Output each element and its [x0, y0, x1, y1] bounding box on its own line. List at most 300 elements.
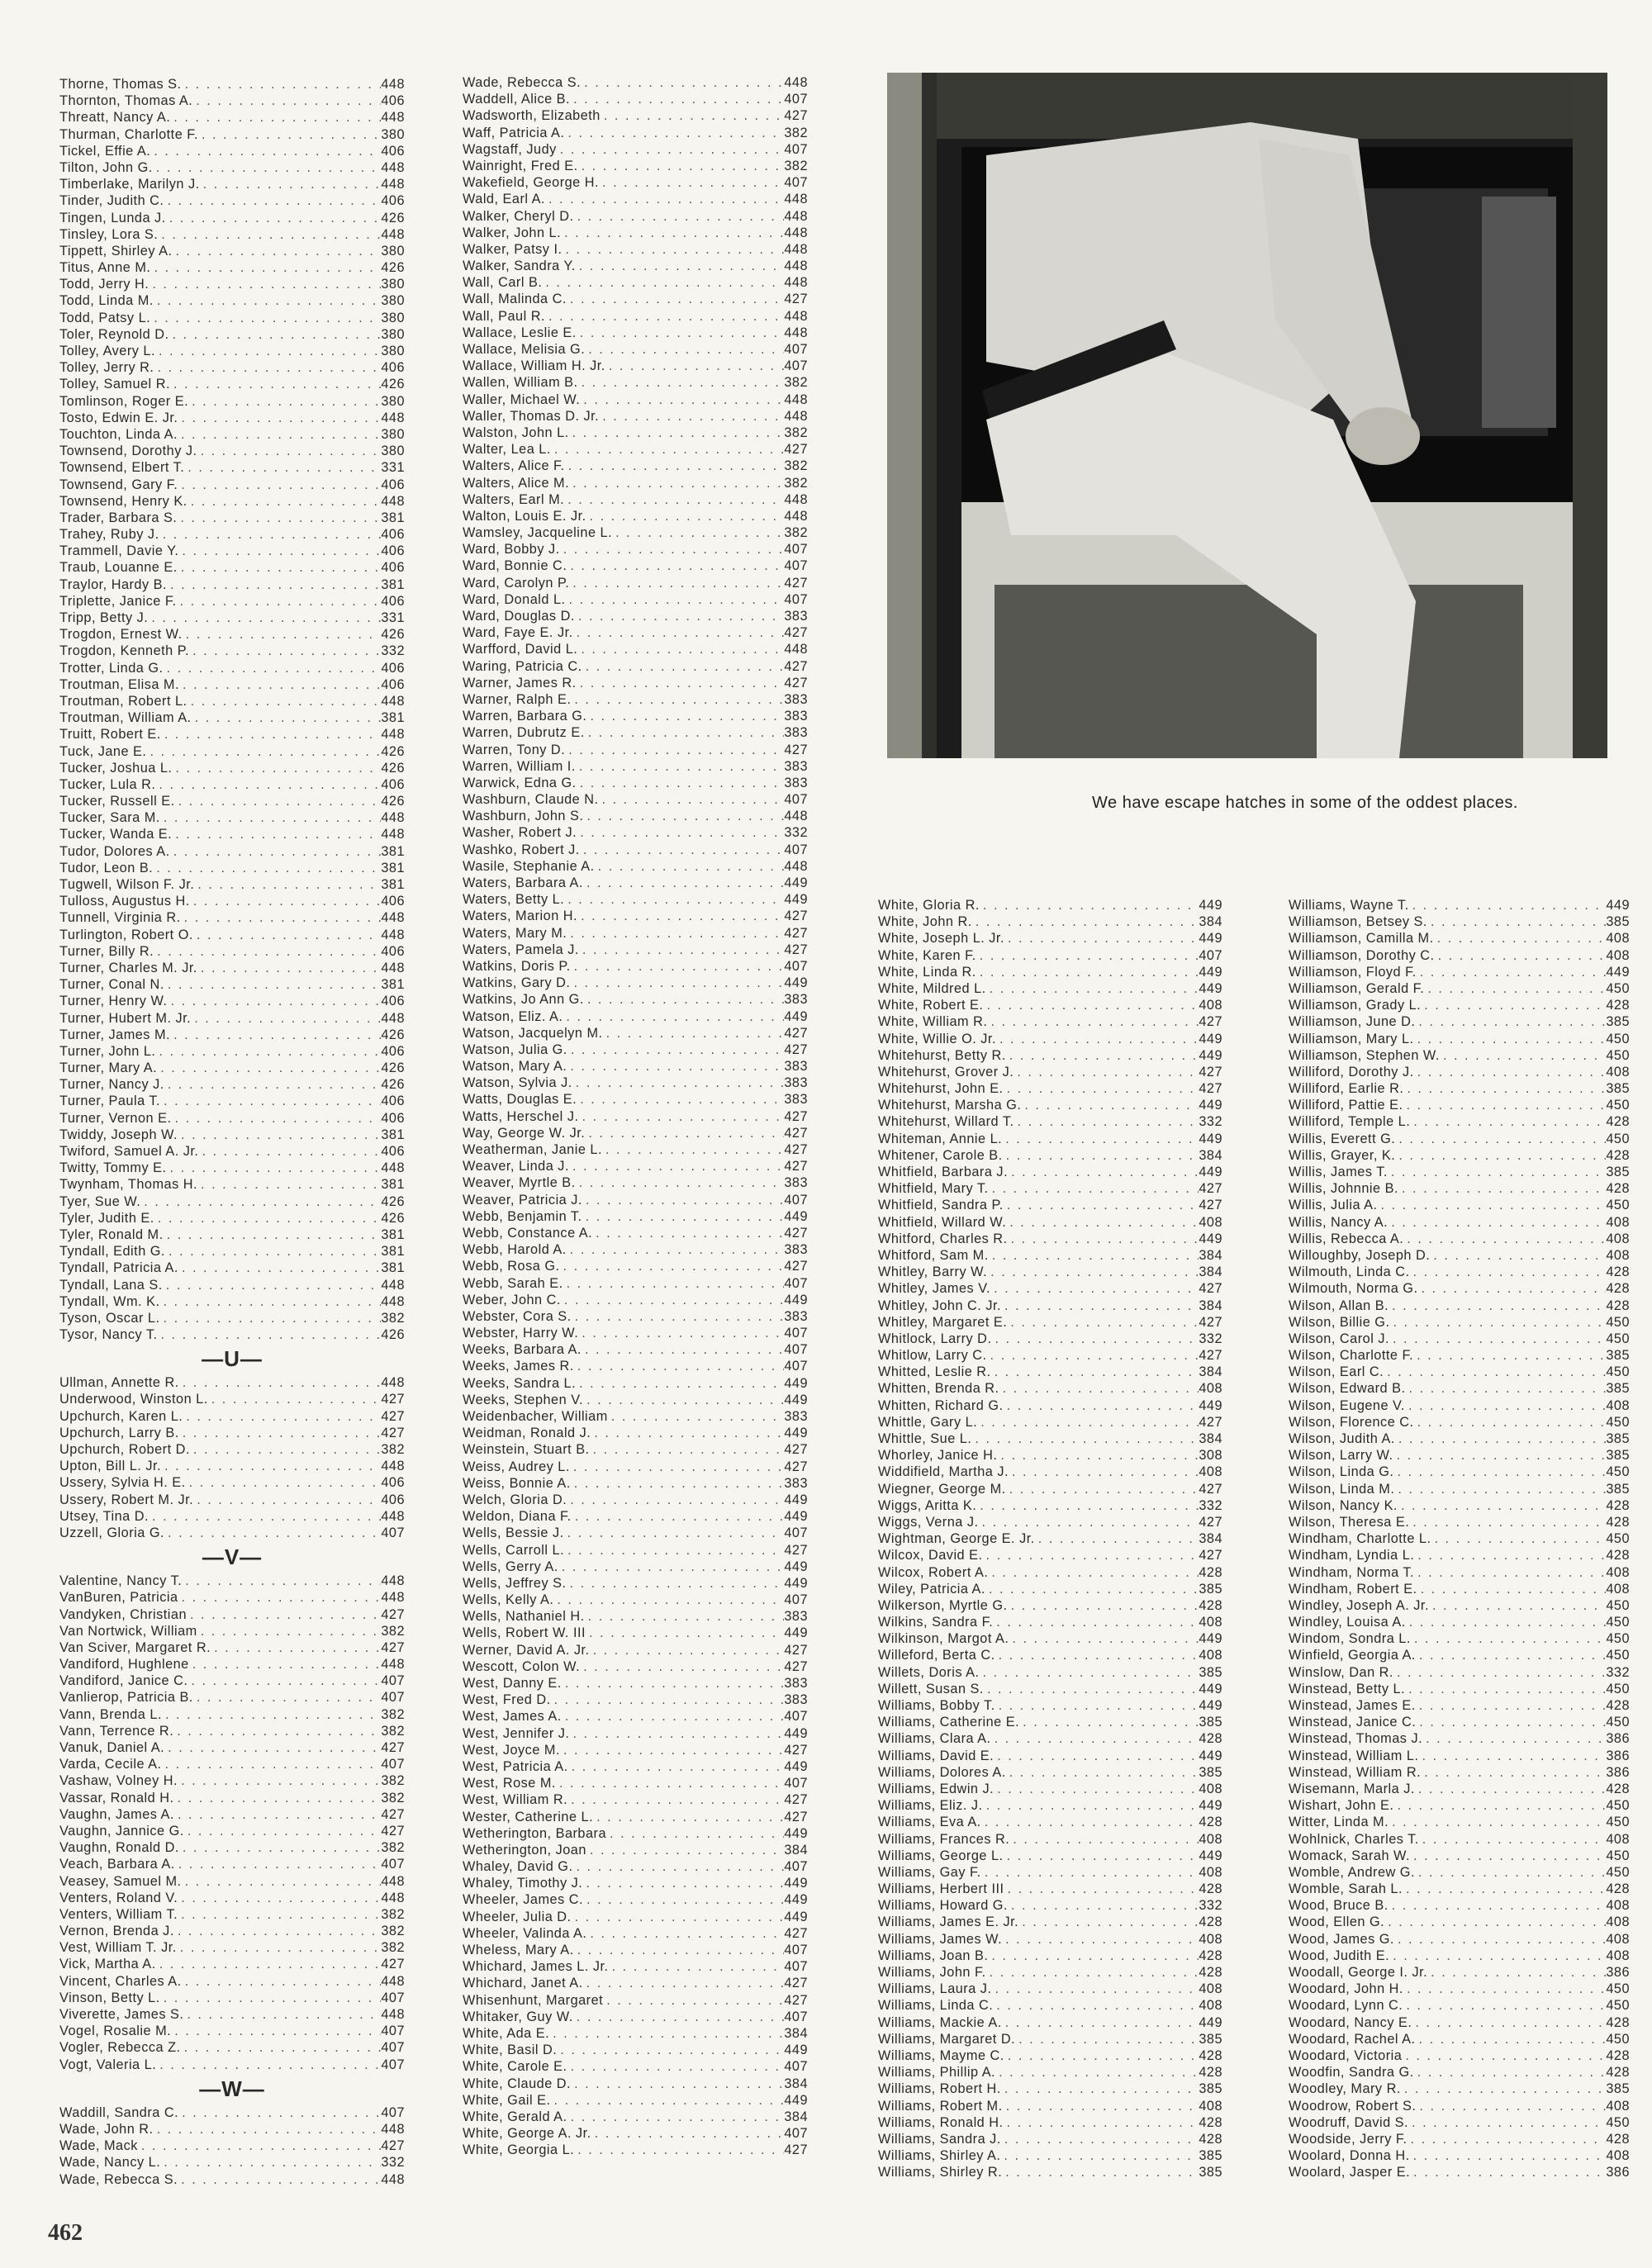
dot-leader [991, 1364, 1199, 1380]
dot-leader [1416, 1697, 1607, 1714]
dot-leader [563, 241, 785, 258]
index-entry [463, 2109, 808, 2125]
index-entry [1289, 2131, 1630, 2147]
entry-page: 428 [1606, 1781, 1630, 1796]
index-entry [59, 860, 405, 876]
index-entry [59, 1076, 405, 1093]
entry-name: Wade, Nancy L. [59, 2155, 161, 2171]
dot-leader [164, 192, 381, 209]
dot-leader [590, 1642, 785, 1658]
index-entry [59, 210, 405, 226]
entry-page: 408 [1199, 1648, 1222, 1663]
index-entry [463, 258, 808, 274]
entry-name: Wells, Carroll L. [463, 1542, 565, 1558]
entry-page: 449 [1199, 1031, 1222, 1046]
entry-name: Wade, Rebecca S. [463, 75, 582, 90]
dot-leader [563, 1275, 785, 1292]
entry-page: 383 [784, 709, 808, 724]
index-entry [463, 591, 808, 608]
entry-page: 448 [784, 241, 808, 257]
index-entry [463, 1075, 808, 1091]
entry-name: Windham, Charlotte L. [1289, 1531, 1431, 1547]
entry-name: Todd, Patsy L. [59, 310, 151, 325]
entry-name: Turner, John L. [59, 1043, 156, 1059]
dot-leader [976, 1497, 1199, 1514]
entry-page: 381 [381, 1244, 405, 1260]
index-entry [463, 1842, 808, 1858]
entry-name: Wilcox, Robert A. [878, 1564, 989, 1580]
index-entry [59, 1772, 405, 1789]
dot-leader [186, 1474, 382, 1491]
entry-page: 332 [381, 643, 405, 659]
dot-leader [1003, 2098, 1199, 2114]
index-entry [463, 1025, 808, 1041]
entry-page: 427 [784, 1459, 808, 1474]
entry-page: 407 [784, 1342, 808, 1358]
index-entry [878, 1097, 1222, 1113]
entry-page: 381 [381, 860, 405, 875]
index-entry [1289, 1197, 1630, 1213]
index-entry [463, 1742, 808, 1758]
entry-name: Turner, James M. [59, 1027, 171, 1042]
dot-leader [984, 1681, 1199, 1697]
entry-page: 448 [381, 1010, 405, 1026]
dot-leader [172, 826, 381, 842]
entry-name: Wilmouth, Linda C. [1289, 1264, 1410, 1280]
index-entry [463, 1275, 808, 1292]
dot-leader [182, 76, 382, 93]
dot-leader [560, 1742, 784, 1758]
entry-name: Thorne, Thomas S. [59, 77, 182, 92]
entry-name: Weaver, Patricia J. [463, 1192, 582, 1208]
dot-leader [603, 1025, 785, 1041]
index-entry [59, 1639, 405, 1656]
dot-leader [564, 1525, 785, 1541]
dot-leader [572, 1308, 785, 1325]
entry-page: 385 [1606, 1381, 1630, 1397]
index-entry [59, 359, 405, 376]
entry-page: 384 [784, 2025, 808, 2041]
entry-page: 385 [1199, 1715, 1222, 1730]
dot-leader [1001, 1298, 1199, 1314]
index-column-3 [878, 897, 1222, 2180]
entry-name: Whitford, Sam M. [878, 1247, 989, 1263]
index-entry [463, 1158, 808, 1174]
index-entry [878, 1597, 1222, 1614]
entry-name: Winstead, Thomas J. [1289, 1731, 1423, 1747]
index-entry [1289, 1131, 1630, 1147]
entry-page: 383 [784, 1308, 808, 1324]
index-entry [878, 2047, 1222, 2064]
index-entry [59, 226, 405, 243]
entry-page: 448 [784, 308, 808, 324]
index-entry [463, 2142, 808, 2158]
entry-name: Van Nortwick, William [59, 1623, 197, 1639]
dot-leader [179, 1839, 381, 1856]
index-entry [1289, 2031, 1630, 2047]
dot-leader [991, 1730, 1199, 1747]
index-entry [1289, 997, 1630, 1013]
entry-page: 383 [784, 1676, 808, 1691]
entry-name: Woolard, Donna H. [1289, 2148, 1410, 2164]
dot-leader [193, 1492, 381, 1508]
index-entry [463, 791, 808, 808]
index-entry [59, 1923, 405, 1939]
index-entry [463, 1325, 808, 1341]
dot-leader [178, 1260, 381, 1276]
dot-leader [1427, 913, 1606, 930]
entry-name: Veasey, Samuel M. [59, 1873, 182, 1889]
dot-leader [150, 143, 381, 159]
entry-page: 427 [784, 1259, 808, 1274]
entry-name: Valentine, Nancy T. [59, 1573, 183, 1589]
dot-leader [164, 1525, 381, 1541]
entry-name: Waddill, Sandra C. [59, 2104, 179, 2120]
index-entry [59, 459, 405, 476]
dot-leader [190, 1441, 381, 1458]
photo-caption: We have escape hatches in some of the oddest places. [1092, 794, 1518, 812]
dot-leader [1393, 1797, 1606, 1814]
entry-page: 407 [784, 542, 808, 558]
entry-name: Weeks, Sandra L. [463, 1375, 577, 1391]
entry-page: 385 [1199, 1581, 1222, 1597]
dot-leader [989, 1180, 1199, 1197]
index-entry [59, 2006, 405, 2023]
index-entry [1289, 1547, 1630, 1563]
dot-leader [556, 1775, 784, 1791]
dot-leader [1410, 2147, 1607, 2164]
entry-name: Tolley, Jerry R. [59, 360, 154, 376]
index-entry [1289, 1047, 1630, 1064]
index-entry [59, 1656, 405, 1673]
index-entry [59, 393, 405, 410]
dot-leader [976, 964, 1199, 980]
entry-name: Wilson, Theresa E. [1289, 1514, 1410, 1530]
entry-name: West, Jennifer J. [463, 1725, 570, 1741]
entry-page: 427 [784, 1025, 808, 1041]
dot-leader [170, 376, 381, 392]
index-entry [878, 1681, 1222, 1697]
dot-leader [586, 708, 784, 724]
entry-page: 449 [784, 2092, 808, 2108]
entry-name: Tucker, Russell E. [59, 794, 175, 809]
index-entry [463, 325, 808, 341]
entry-page: 408 [1199, 1381, 1222, 1397]
entry-page: 428 [1199, 1597, 1222, 1613]
entry-page: 428 [1606, 1497, 1630, 1513]
entry-name: Wallace, Melisia G. [463, 342, 586, 357]
entry-page: 332 [1199, 1497, 1222, 1513]
dot-leader [583, 1891, 784, 1908]
entry-page: 426 [381, 210, 405, 225]
index-entry [59, 93, 405, 109]
dot-leader [986, 980, 1199, 997]
index-entry [878, 980, 1222, 997]
entry-page: 450 [1606, 2031, 1630, 2047]
dot-leader [571, 958, 785, 975]
entry-name: Turner, Charles M. Jr. [59, 960, 197, 975]
dot-leader [567, 1791, 784, 1808]
index-entry [878, 1481, 1222, 1497]
entry-name: Wallace, Leslie E. [463, 325, 577, 340]
dot-leader [167, 993, 381, 1009]
entry-page: 408 [1606, 1214, 1630, 1230]
dot-leader [603, 1992, 784, 2009]
entry-page: 448 [381, 727, 405, 743]
entry-name: White, Joseph L. Jr. [878, 931, 1004, 947]
dot-leader [184, 459, 381, 476]
entry-page: 449 [1199, 1047, 1222, 1063]
entry-name: Windham, Robert E. [1289, 1581, 1417, 1597]
entry-name: Watson, Julia G. [463, 1041, 567, 1057]
dot-leader [1412, 2014, 1606, 2031]
entry-page: 386 [1606, 2165, 1630, 2180]
entry-page: 408 [1199, 2098, 1222, 2114]
entry-name: Twiford, Samuel A. Jr. [59, 1144, 199, 1159]
dot-leader [178, 477, 381, 493]
entry-name: Venters, William T. [59, 1906, 178, 1922]
entry-page: 426 [381, 1193, 405, 1209]
entry-name: Werner, David A. Jr. [463, 1642, 590, 1658]
entry-name: Vogler, Rebecca Z. [59, 2040, 181, 2056]
dot-leader [164, 976, 381, 993]
index-entry [463, 1909, 808, 1925]
entry-name: Tuck, Jane E. [59, 743, 147, 759]
entry-page: 448 [784, 325, 808, 340]
index-entry [1289, 1630, 1630, 1647]
entry-page: 407 [784, 1525, 808, 1541]
entry-page: 426 [381, 1027, 405, 1042]
dot-leader [164, 660, 382, 676]
entry-page: 407 [784, 1709, 808, 1725]
entry-page: 406 [381, 527, 405, 543]
dot-leader [576, 758, 784, 775]
entry-page: 449 [784, 875, 808, 890]
entry-name: Windham, Norma T. [1289, 1564, 1415, 1580]
index-entry [878, 1064, 1222, 1080]
entry-page: 427 [784, 292, 808, 307]
index-entry [59, 1127, 405, 1143]
index-entry [878, 1031, 1222, 1047]
dot-leader [1398, 1180, 1606, 1197]
entry-page: 332 [1199, 1114, 1222, 1130]
index-entry [463, 2042, 808, 2058]
dot-leader [157, 1060, 381, 1076]
entry-name: Wallace, William H. Jr. [463, 358, 605, 374]
index-entry [1289, 1097, 1630, 1113]
index-entry [1289, 1764, 1630, 1781]
entry-page: 427 [784, 1792, 808, 1808]
dot-leader [1440, 1047, 1606, 1064]
index-entry [59, 1573, 405, 1589]
entry-name: Tugwell, Wilson F. Jr. [59, 877, 195, 892]
dot-leader [1418, 1748, 1606, 1764]
index-entry [463, 824, 808, 841]
dot-leader [993, 1997, 1199, 2014]
dot-leader [567, 2058, 785, 2075]
entry-page: 427 [1199, 1064, 1222, 1079]
index-entry [878, 1714, 1222, 1730]
index-entry [59, 1043, 405, 1060]
entry-name: Wallen, William B. [463, 375, 578, 391]
entry-page: 407 [784, 2009, 808, 2024]
entry-page: 407 [784, 591, 808, 607]
entry-page: 428 [1606, 1114, 1630, 1130]
entry-name: Tomlinson, Roger E. [59, 393, 189, 409]
entry-page: 383 [784, 1475, 808, 1491]
entry-page: 427 [381, 1957, 405, 1972]
entry-page: 449 [784, 1758, 808, 1774]
dot-leader [1009, 1630, 1199, 1647]
entry-name: Webb, Benjamin T. [463, 1208, 582, 1224]
entry-name: Vaughn, Ronald D. [59, 1840, 179, 1856]
dot-leader [164, 1076, 381, 1093]
entry-name: Warren, Barbara G. [463, 709, 587, 724]
entry-page: 385 [1199, 1764, 1222, 1780]
index-entry [463, 1108, 808, 1125]
dot-leader [1008, 1897, 1199, 1914]
entry-page: 428 [1606, 1881, 1630, 1897]
index-entry [59, 1525, 405, 1541]
dot-leader [1004, 930, 1199, 947]
entry-name: Williams, Margaret D. [878, 2031, 1016, 2047]
dot-leader [570, 1459, 784, 1475]
entry-name: Whitehurst, Betty R. [878, 1047, 1006, 1063]
dot-leader [590, 1441, 785, 1458]
entry-name: Upchurch, Robert D. [59, 1442, 190, 1457]
dot-leader [1004, 2047, 1199, 2064]
dot-leader [551, 1692, 785, 1708]
entry-name: Tripp, Betty J. [59, 610, 149, 625]
index-entry [463, 408, 808, 425]
dot-leader [1008, 1231, 1199, 1247]
entry-name: Whitlock, Larry D. [878, 1331, 992, 1346]
dot-leader [211, 1639, 381, 1656]
entry-page: 427 [784, 1108, 808, 1124]
dot-leader [178, 410, 381, 426]
index-entry [59, 426, 405, 443]
dot-leader [189, 1656, 382, 1673]
entry-page: 384 [1199, 1264, 1222, 1280]
dot-leader [164, 1227, 382, 1243]
entry-page: 386 [1606, 1764, 1630, 1780]
entry-page: 408 [1606, 931, 1630, 947]
dot-leader [156, 2057, 381, 2073]
entry-name: Tunnell, Virginia R. [59, 910, 181, 926]
index-entry [59, 610, 405, 626]
entry-page: 427 [784, 1125, 808, 1141]
entry-name: Turner, Conal N. [59, 977, 164, 993]
entry-page: 428 [1199, 2114, 1222, 2130]
entry-name: Wilson, Allan B. [1289, 1298, 1389, 1313]
entry-page: 450 [1606, 2114, 1630, 2130]
dot-leader [569, 425, 785, 441]
entry-name: Wheeler, Valinda A. [463, 1925, 587, 1941]
entry-name: Weinstein, Stuart B. [463, 1442, 590, 1458]
index-entry [59, 1441, 405, 1458]
index-entry [59, 1326, 405, 1343]
dot-leader [160, 1093, 381, 1109]
entry-page: 426 [381, 260, 405, 276]
entry-page: 407 [784, 2126, 808, 2142]
entry-name: Tucker, Joshua L. [59, 760, 173, 776]
dot-leader [172, 760, 381, 776]
entry-page: 448 [381, 1657, 405, 1673]
dot-leader [184, 1823, 382, 1839]
entry-name: Warner, James R. [463, 675, 577, 690]
entry-page: 428 [1199, 1564, 1222, 1580]
dot-leader [569, 475, 784, 491]
entry-name: Tilton, John G. [59, 159, 153, 175]
entry-page: 449 [784, 975, 808, 991]
index-entry [878, 1581, 1222, 1597]
index-entry [878, 1764, 1222, 1781]
entry-page: 449 [784, 892, 808, 908]
index-entry [463, 691, 808, 708]
entry-name: Waff, Patricia A. [463, 125, 565, 140]
index-entry [1289, 1264, 1630, 1280]
entry-page: 384 [1199, 1364, 1222, 1380]
dot-leader [1415, 1864, 1606, 1881]
entry-name: Whitten, Richard G. [878, 1397, 1004, 1413]
index-entry [59, 1374, 405, 1391]
entry-name: Wishart, John E. [1289, 1798, 1394, 1814]
entry-page: 384 [1199, 1247, 1222, 1263]
dot-leader [181, 909, 382, 926]
index-entry [878, 1848, 1222, 1864]
dot-leader [585, 1125, 784, 1141]
entry-page: 449 [1199, 1698, 1222, 1713]
dot-leader [1004, 1080, 1199, 1097]
dot-leader [565, 458, 785, 474]
index-entry [1289, 1414, 1630, 1431]
entry-name: White, George A. Jr. [463, 2126, 591, 2142]
dot-leader [564, 1542, 784, 1559]
entry-name: Vaughn, Jannice G. [59, 1823, 184, 1839]
entry-page: 449 [1199, 1681, 1222, 1696]
entry-page: 408 [1606, 1915, 1630, 1930]
dot-leader [1389, 1331, 1606, 1347]
dot-leader [1004, 1397, 1199, 1414]
entry-name: Windham, Lyndia L. [1289, 1548, 1415, 1563]
dot-leader [197, 1176, 381, 1193]
dot-leader [1416, 1647, 1606, 1663]
index-entry [463, 958, 808, 975]
index-entry [59, 843, 405, 860]
dot-leader [1002, 1931, 1199, 1948]
entry-name: Whitaker, Guy W. [463, 2009, 573, 2024]
dot-leader [566, 591, 785, 608]
dot-leader [584, 991, 784, 1008]
entry-name: Weeks, Barbara A. [463, 1342, 582, 1358]
index-entry [1289, 913, 1630, 930]
index-entry [463, 2076, 808, 2092]
entry-page: 406 [381, 1110, 405, 1126]
dot-leader [999, 1380, 1199, 1397]
entry-page: 428 [1606, 1181, 1630, 1197]
entry-page: 448 [381, 1573, 405, 1589]
dot-leader [569, 1158, 784, 1174]
dot-leader [583, 808, 784, 824]
entry-page: 407 [381, 1525, 405, 1540]
index-entry [463, 1192, 808, 1208]
dot-leader [160, 1310, 382, 1326]
dot-leader [586, 508, 785, 524]
index-entry [1289, 2098, 1630, 2114]
entry-page: 449 [784, 1725, 808, 1741]
index-entry [463, 141, 808, 158]
index-entry [59, 343, 405, 359]
